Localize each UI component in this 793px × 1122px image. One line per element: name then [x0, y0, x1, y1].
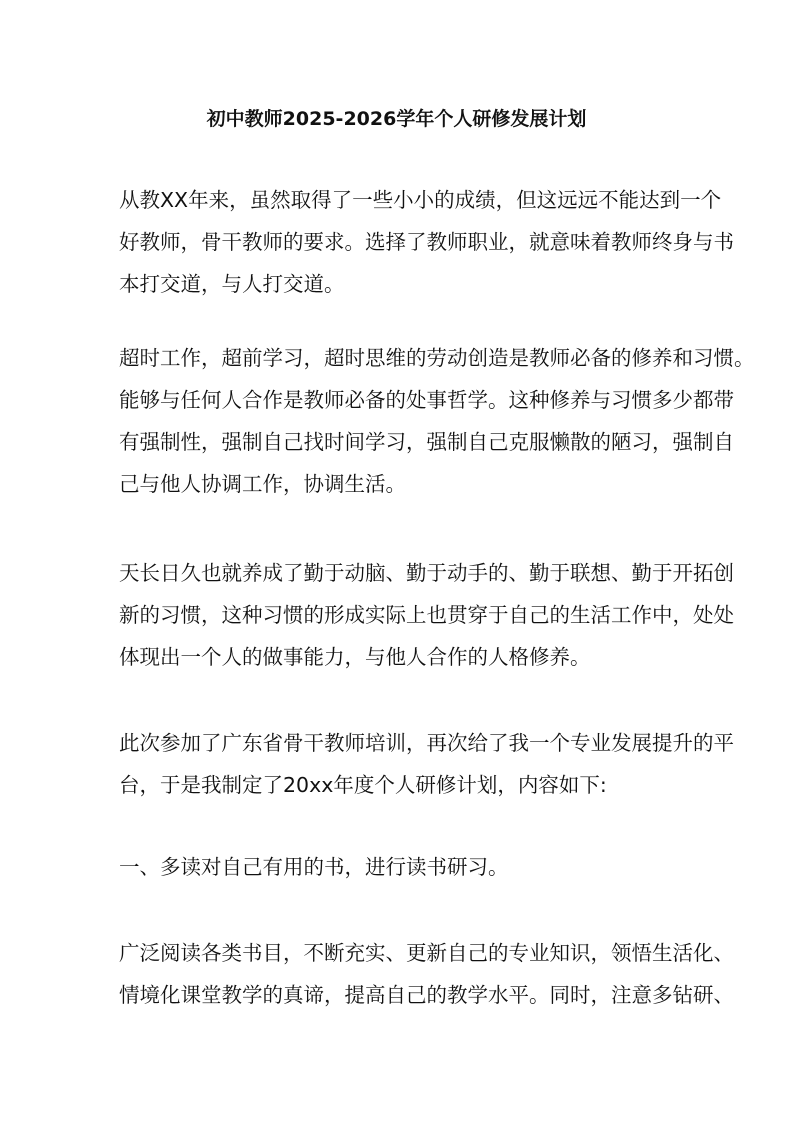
- text-line: 好教师，骨干教师的要求。选择了教师职业，就意味着教师终身与书: [119, 230, 734, 254]
- text-line: 天长日久也就养成了勤于动脑、勤于动手的、勤于联想、勤于开拓创: [119, 561, 734, 585]
- text-line: 广泛阅读各类书目，不断充实、更新自己的专业知识，领悟生活化、: [119, 941, 734, 965]
- section-heading-1: [119, 846, 675, 888]
- text-line: 有强制性，强制自己找时间学习，强制自己克服懒散的陋习，强制自: [119, 430, 734, 454]
- text-line: 本打交道，与人打交道。: [119, 272, 345, 296]
- text-line: 能够与任何人合作是教师必备的处事哲学。这种修养与习惯多少都带: [119, 388, 734, 412]
- text-line: 情境化课堂教学的真谛，提高自己的教学水平。同时，注意多钻研、: [119, 983, 734, 1007]
- paragraph-2: [119, 337, 755, 505]
- text-line: 体现出一个人的做事能力，与他人合作的人格修养。: [119, 645, 591, 669]
- paragraph-3: [119, 552, 734, 678]
- text-line: 此次参加了广东省骨干教师培训，再次给了我一个专业发展提升的平: [119, 731, 734, 755]
- text-line: 一、多读对自己有用的书，进行读书研习。: [119, 855, 509, 879]
- text-line: 新的习惯，这种习惯的形成实际上也贯穿于自己的生活工作中，处处: [119, 603, 734, 627]
- text-line: 超时工作，超前学习，超时思维的劳动创造是教师必备的修养和习惯。: [119, 346, 755, 370]
- paragraph-5: [119, 932, 734, 1016]
- text-line: 己与他人协调工作，协调生活。: [119, 472, 406, 496]
- paragraph-1: [119, 179, 734, 305]
- document-title: 初中教师2025-2026学年个人研修发展计划: [206, 108, 587, 130]
- paragraph-4: [119, 722, 734, 806]
- text-line: 从教XX年来，虽然取得了一些小小的成绩，但这远远不能达到一个: [119, 188, 722, 212]
- text-line: 台，于是我制定了20xx年度个人研修计划，内容如下:: [119, 773, 607, 797]
